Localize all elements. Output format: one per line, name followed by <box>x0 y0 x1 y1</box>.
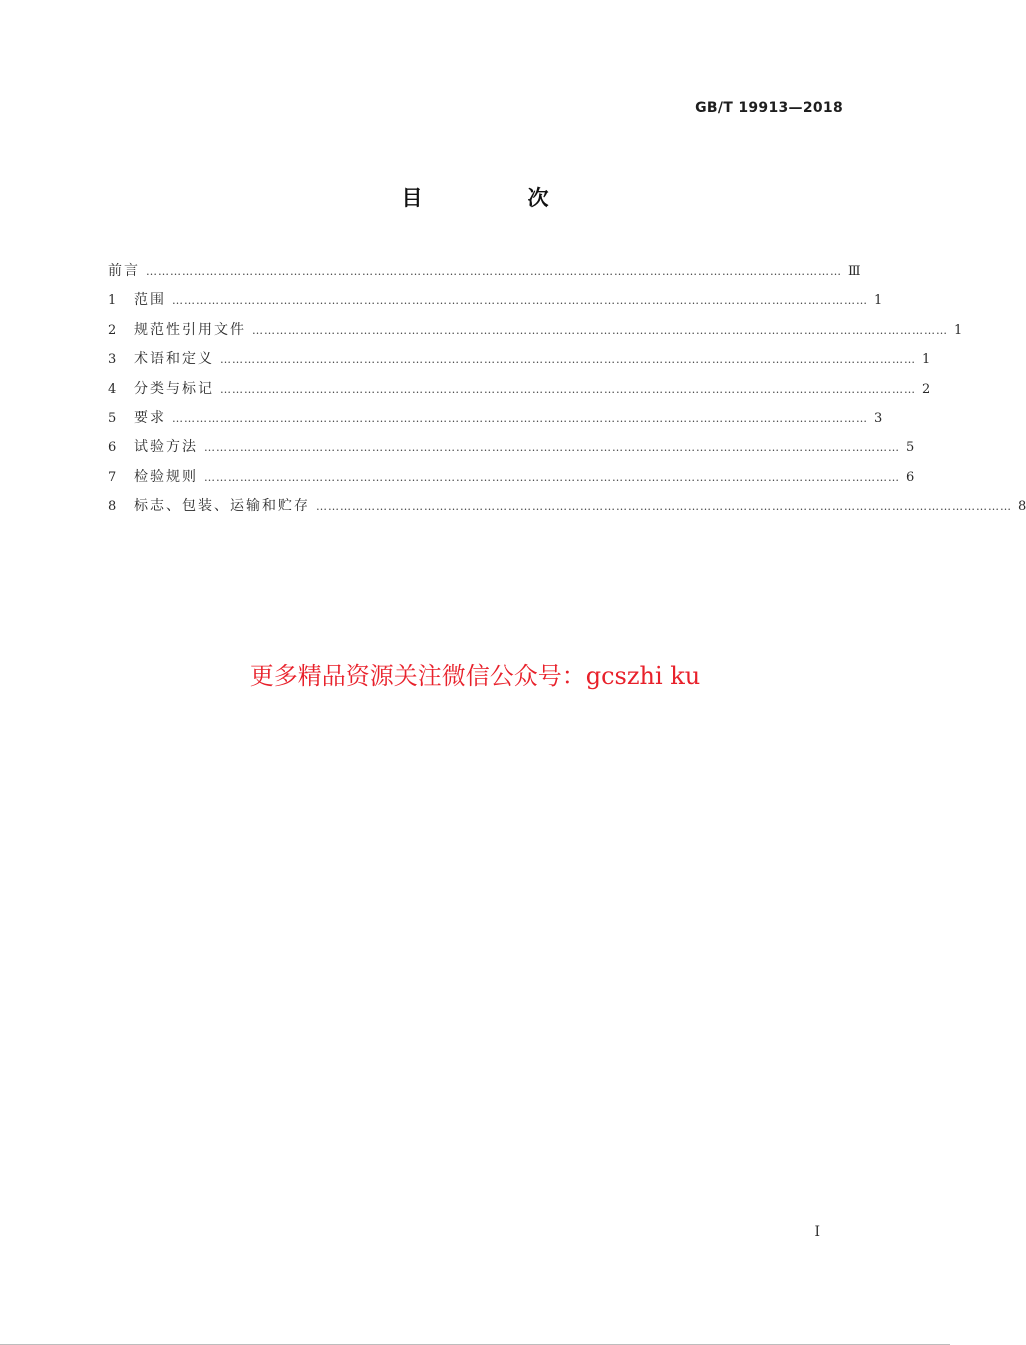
toc-entry-terms-definitions[interactable] <box>108 348 931 377</box>
toc-entry-number: 7 <box>108 469 117 485</box>
toc-entry-label: 前言 <box>108 263 140 279</box>
standard-code: GB/T 19913—2018 <box>695 100 843 116</box>
promo-watermark-text: 更多精品资源关注微信公众号：gcszhi ku <box>249 662 701 690</box>
toc-entry-page: 3 <box>874 410 883 426</box>
toc-leader-dots: ………………………………………………………………………………………………………………………………………………………… <box>146 265 842 278</box>
toc-leader-dots: ………………………………………………………………………………………………………………………………………………………… <box>172 411 868 425</box>
toc-entry-inspection-rules[interactable] <box>108 466 915 495</box>
page-number: I <box>814 1224 820 1240</box>
toc-entry-label: 要求 <box>134 409 166 426</box>
table-of-contents <box>108 260 1026 525</box>
toc-entry-page: 1 <box>954 322 963 338</box>
toc-entry-number: 6 <box>108 440 117 456</box>
page-title: 目 次 <box>401 186 591 210</box>
toc-entry-requirements[interactable] <box>108 407 883 436</box>
toc-entry-number: 1 <box>108 293 117 309</box>
toc-entry-page: 1 <box>922 352 931 368</box>
toc-leader-dots: ………………………………………………………………………………………………………………………………………………………… <box>204 470 900 484</box>
toc-entry-label: 术语和定义 <box>134 351 214 368</box>
toc-leader-dots: ………………………………………………………………………………………………………………………………………………………… <box>204 441 900 455</box>
toc-entry-normative-references[interactable] <box>108 319 963 348</box>
toc-entry-page: 2 <box>922 381 931 397</box>
toc-leader-dots: ………………………………………………………………………………………………………………………………………………………… <box>252 323 948 337</box>
toc-entry-page: 5 <box>906 440 915 456</box>
toc-entry-test-methods[interactable] <box>108 436 915 465</box>
toc-entry-foreword[interactable] <box>108 260 861 289</box>
toc-entry-number: 5 <box>108 410 117 426</box>
toc-leader-dots: ………………………………………………………………………………………………………………………………………………………… <box>220 382 916 396</box>
toc-entry-number: 2 <box>108 322 117 338</box>
toc-entry-page: 6 <box>906 469 915 485</box>
toc-leader-dots: ………………………………………………………………………………………………………………………………………………………… <box>220 353 916 367</box>
toc-entry-page: 1 <box>874 293 883 309</box>
toc-entry-label: 检验规则 <box>134 468 198 485</box>
toc-entry-page: 8 <box>1018 499 1026 515</box>
toc-entry-label: 分类与标记 <box>134 380 214 397</box>
toc-entry-label: 规范性引用文件 <box>134 321 246 338</box>
toc-entry-label: 试验方法 <box>134 439 198 456</box>
toc-entry-number: 4 <box>108 381 117 397</box>
toc-entry-number: 3 <box>108 352 117 368</box>
toc-entry-number: 8 <box>108 499 117 515</box>
toc-entry-classification-marking[interactable] <box>108 378 931 407</box>
toc-entry-page: Ⅲ <box>848 264 861 279</box>
toc-entry-marking-packaging[interactable] <box>108 495 1026 524</box>
toc-leader-dots: ………………………………………………………………………………………………………………………………………………………… <box>316 500 1012 514</box>
toc-entry-label: 标志、包装、运输和贮存 <box>134 498 310 515</box>
toc-entry-label: 范围 <box>134 292 166 309</box>
toc-entry-scope[interactable] <box>108 289 883 318</box>
toc-leader-dots: ………………………………………………………………………………………………………………………………………………………… <box>172 294 868 308</box>
